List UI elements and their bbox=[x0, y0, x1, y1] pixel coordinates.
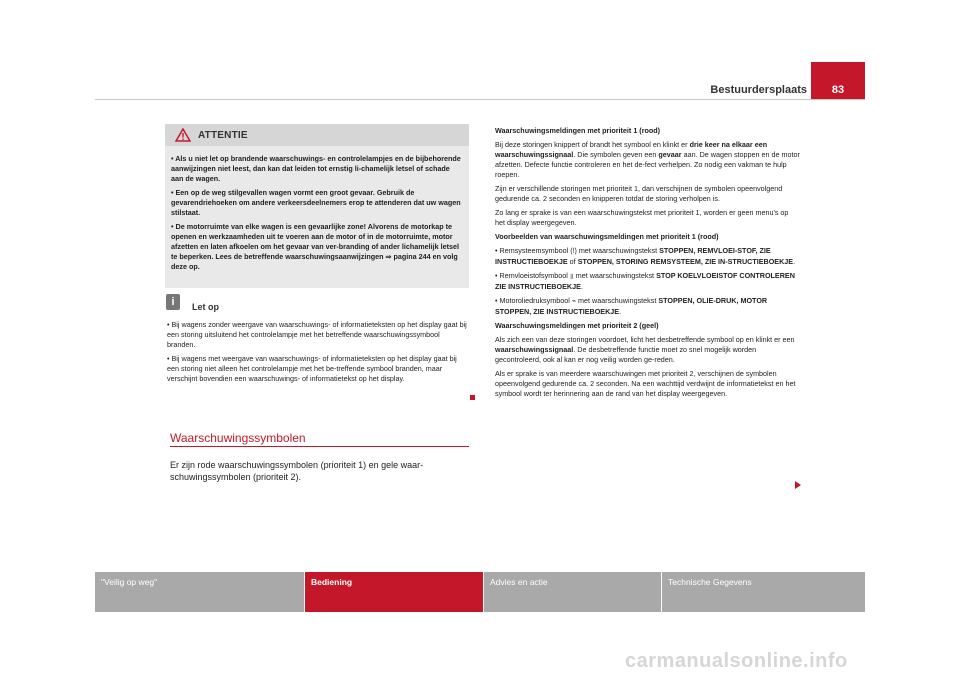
tab-label: Advies en actie bbox=[490, 577, 548, 587]
emphasis: STOPPEN, REMVLOEI-STOF, ZIE INSTRUCTIEBOEKJE bbox=[495, 246, 771, 266]
tab-bediening[interactable] bbox=[305, 572, 483, 612]
warning-title: ATTENTIE bbox=[198, 130, 248, 141]
text: • Remsysteemsymbool bbox=[495, 246, 571, 255]
emphasis: STOP KOELVLOEISTOF CONTROLEREN ZIE INSTRUCTIEBOEKJE bbox=[495, 271, 795, 291]
emphasis: waarschuwingssignaal bbox=[495, 345, 574, 354]
section-body: Er zijn rode waarschuwingssymbolen (prioriteit 1) en gele waar-schuwingssymbolen (prioriteit 2). bbox=[170, 460, 424, 482]
warning-item: • Een op de weg stilgevallen wagen vormt een groot gevaar. Gebruik de gevarendriehoeken om andere verkeersdeelnemers erop te attenderen dat uw wagen stilstaat. bbox=[171, 188, 461, 217]
note-item: • Bij wagens met weergave van waarschuwings- of informatieteksten op het display gaat bij een storing niet alleen het controlelampje met het be-treffende symbool branden, maar verschijnt bovendien een waarschuwings- of informatietekst op het display. bbox=[167, 354, 457, 383]
chapter-title: Bestuurdersplaats bbox=[710, 84, 807, 96]
info-note-icon: i bbox=[166, 294, 180, 310]
continue-arrow-icon bbox=[795, 481, 801, 489]
subheading: Waarschuwingsmeldingen met prioriteit 1 (rood) bbox=[495, 126, 661, 135]
tab-label: Technische Gegevens bbox=[668, 577, 752, 587]
note-item: • Bij wagens zonder weergave van waarschuwings- of informatieteksten op het display gaat bij een storing uitsluitend het controlelampje met het betreffende waarschuwingssymbool branden. bbox=[167, 320, 467, 349]
emphasis: drie keer na elkaar een waarschuwingssignaal bbox=[495, 140, 768, 159]
watermark: carmanualsonline.info bbox=[625, 650, 848, 672]
text: met waarschuwingstekst bbox=[573, 271, 657, 280]
tab-veilig-op-weg[interactable] bbox=[95, 572, 304, 612]
paragraph: Zijn er verschillende storingen met prioriteit 1, dan verschijnen de symbolen opeenvolgend gedurende ca. 2 seconden en knipperen totdat de storing verholpen is. bbox=[495, 184, 783, 203]
warning-box bbox=[165, 124, 469, 288]
text: met waarschuwingstekst bbox=[576, 296, 659, 305]
right-column bbox=[495, 126, 800, 403]
emphasis: STOPPEN, STORING REMSYSTEEM, ZIE IN-STRUCTIEBOEKJE bbox=[577, 257, 794, 266]
warning-item: • Als u niet let op brandende waarschuwings- en controlelampjes en de bijbehorende aanwijzingen niet leest, dan kan dat leiden tot ernstig li-chamelijk letsel of schade aan de wagen. bbox=[171, 154, 461, 183]
section-divider bbox=[170, 446, 469, 447]
tab-label: Bediening bbox=[311, 577, 353, 587]
text: . bbox=[793, 257, 796, 266]
text: of bbox=[567, 257, 578, 266]
subheading: Voorbeelden van waarschuwingsmeldingen met prioriteit 1 (rood) bbox=[495, 232, 719, 241]
text: Bij deze storingen knippert of brandt het symbool en klinkt er bbox=[495, 140, 690, 149]
note-title: Let op bbox=[192, 302, 219, 312]
subheading: Waarschuwingsmeldingen met prioriteit 2 (geel) bbox=[495, 321, 659, 330]
list-item bbox=[495, 246, 800, 267]
coolant-icon: ⫫ bbox=[569, 273, 574, 280]
paragraph bbox=[495, 335, 800, 365]
brake-system-icon: (!) bbox=[570, 248, 577, 255]
tab-label: "Veilig op weg" bbox=[101, 577, 158, 587]
paragraph: Zo lang er sprake is van een waarschuwingstekst met prioriteit 1, worden er geen menu's op het display weergegeven. bbox=[495, 208, 789, 227]
warning-header bbox=[165, 124, 469, 146]
text: . Die symbolen geven een bbox=[573, 150, 659, 159]
warning-item: • De motorruimte van elke wagen is een gevaarlijke zone! Alvorens de motorkap te openen en werkzaamheden uit te voeren aan de motor of in de motorruimte, motor afzetten en laten afkoelen om het gevaar van ver-branding of ander lichamelijk letsel te beperken. Lees de betreffende waarschuwingsaanwijzingen ⇒ pagina 244 en volg deze op. bbox=[171, 222, 459, 271]
oil-pressure-icon: ⌁ bbox=[571, 298, 577, 305]
section-title: Waarschuwingssymbolen bbox=[170, 431, 306, 445]
emphasis: gevaar bbox=[658, 150, 682, 159]
text: aan. De wagen stoppen en de motor afzetten. Defecte functie controleren en het de-fect verhelpen. Zo nodig een vakman te hulp roepen. bbox=[495, 150, 800, 179]
page-number: 83 bbox=[831, 84, 845, 96]
note-body bbox=[167, 320, 469, 388]
text: met waarschuwingstekst bbox=[576, 246, 660, 255]
tab-technische-gegevens[interactable] bbox=[662, 572, 865, 612]
list-item bbox=[495, 271, 800, 292]
emphasis: STOPPEN, OLIE-DRUK, MOTOR STOPPEN, ZIE INSTRUCTIEBOEKJE bbox=[495, 296, 768, 316]
text: . bbox=[619, 307, 622, 316]
text: . De desbetreffende functie moet zo snel mogelijk worden gecontroleerd, ook al kan er nog veilig worden ge-reden. bbox=[495, 345, 757, 364]
text: • Remvloeistofsymbool bbox=[495, 271, 570, 280]
paragraph: Als er sprake is van meerdere waarschuwingen met prioriteit 2, verschijnen de symbolen opeenvolgend gedurende ca. 2 seconden. Na een wachttijd verdwijnt de informatietekst en het symbool wordt ter herinnering aan de rand van het display weergegeven. bbox=[495, 369, 796, 398]
tab-advies-en-actie[interactable] bbox=[484, 572, 661, 612]
header-divider bbox=[95, 99, 865, 100]
paragraph bbox=[495, 140, 800, 180]
warning-body bbox=[171, 154, 463, 276]
text: Als zich een van deze storingen voordoet, licht het desbetreffende symbool op en klinkt er een bbox=[495, 335, 795, 344]
end-of-section-marker bbox=[470, 395, 475, 400]
list-item bbox=[495, 296, 800, 317]
text: • Motoroliedruksymbool bbox=[495, 296, 572, 305]
warning-triangle-icon bbox=[175, 128, 191, 142]
text: . bbox=[580, 282, 583, 291]
